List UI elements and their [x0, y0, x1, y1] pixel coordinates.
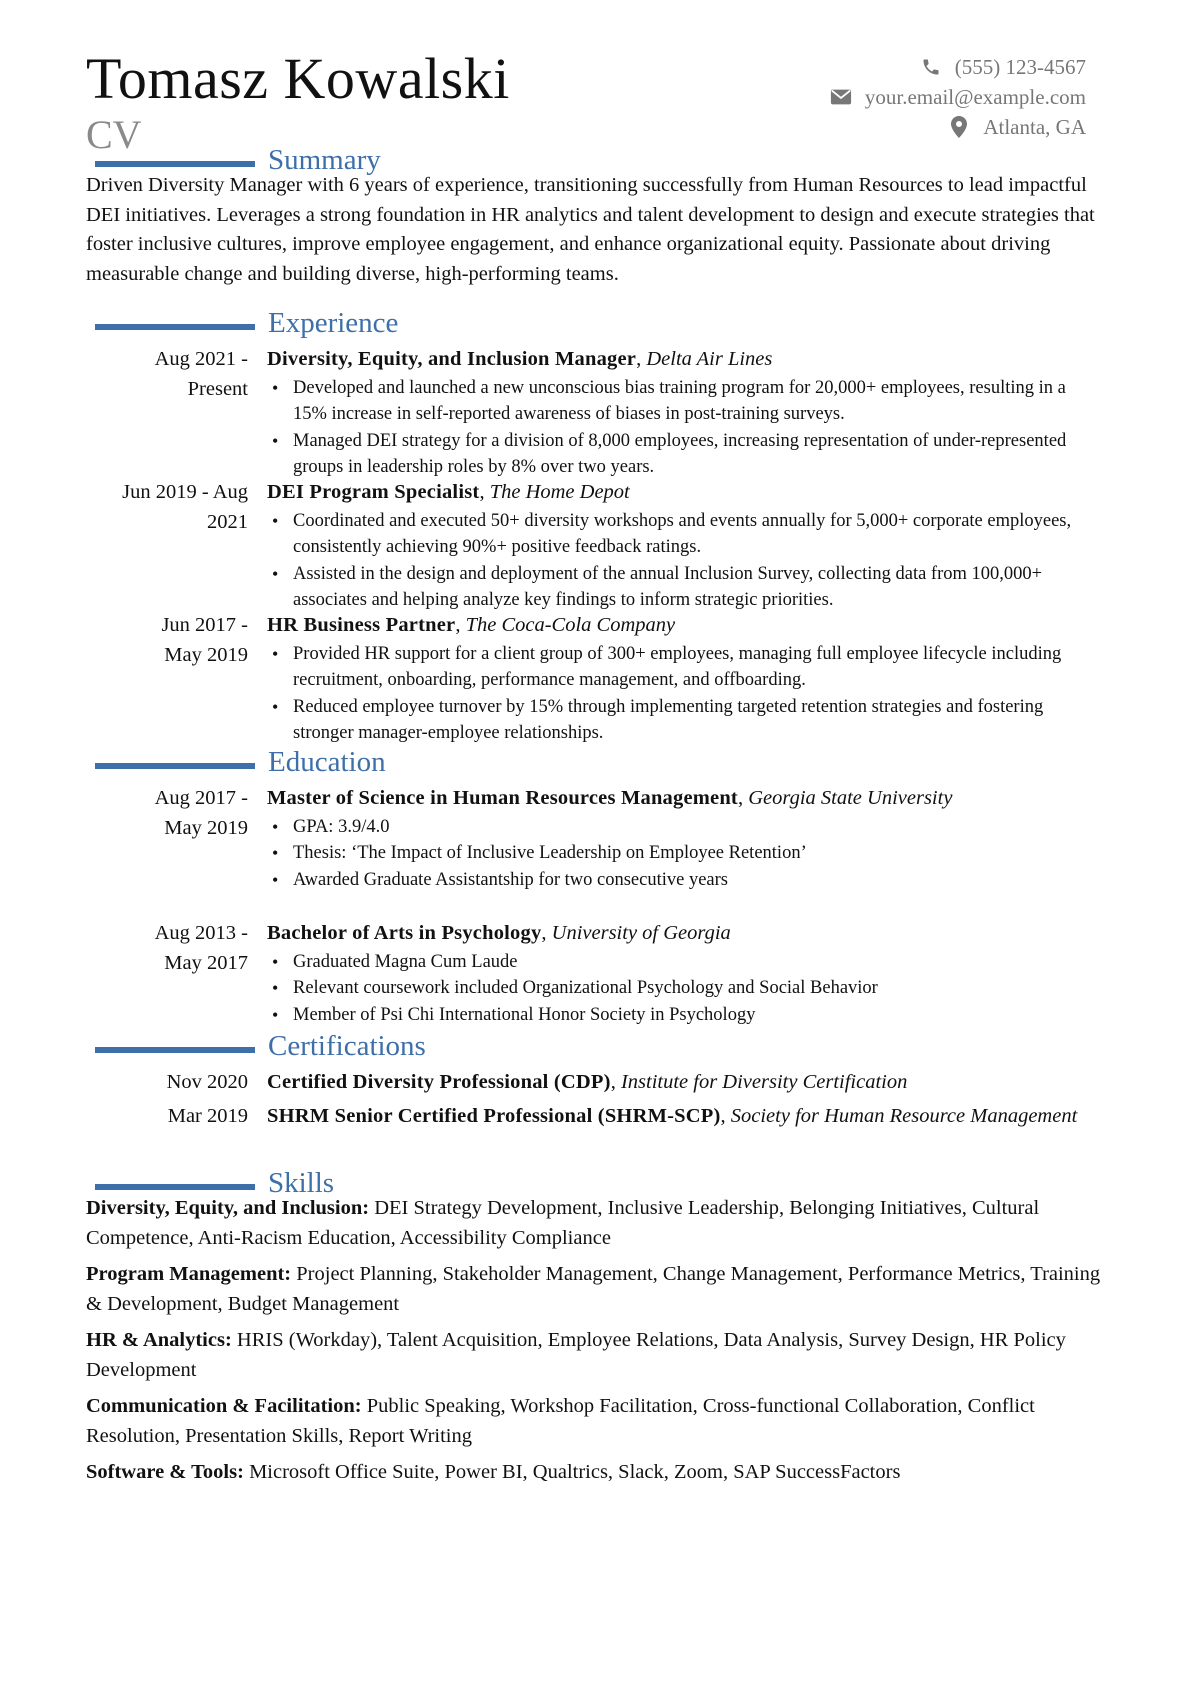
entry-bullets: [267, 949, 1102, 1029]
entry-title: Master of Science in Human Resources Management, Georgia State University: [267, 787, 953, 809]
entry-date: Aug 2013 - May 2017: [154, 922, 248, 974]
entry-date: Mar 2019: [167, 1105, 248, 1127]
entry-role: Bachelor of Arts in Psychology: [267, 922, 542, 944]
summary-text: Driven Diversity Manager with 6 years of experience, transitioning successfully from Human Resources to lead impactful DEI initiatives. Leverages a strong foundation in HR analytics and talent development to design and execute strategies that foster inclusive cultures, improve employee engagement, and enhance organizational equity. Passionate about driving measurable change and building diverse, high-performing teams.: [86, 174, 1095, 285]
list-item: • Assisted in the design and deployment of the annual Inclusion Survey, collecting data from 100,000+ associates and helping analyze key findings to inform strategic priorities.: [267, 561, 1102, 614]
list-item: • Provided HR support for a client group of 300+ employees, managing full employee lifecycle including recruitment, onboarding, performance management, and offboarding.: [267, 641, 1102, 694]
contact-location: [829, 112, 1086, 142]
entry-org: Georgia State University: [748, 787, 953, 809]
map-pin-icon: [947, 115, 971, 139]
list-item: • Developed and launched a new unconscious bias training program for 20,000+ employees, resulting in a 15% increase in self-reported awareness of biases in post-training surveys.: [267, 375, 1102, 428]
entry-role: Diversity, Equity, and Inclusion Manager: [267, 348, 637, 370]
entry-bullets: [267, 508, 1102, 614]
section-rule: [95, 1047, 255, 1053]
entry-org: Institute for Diversity Certification: [620, 1071, 908, 1093]
entry-date: Jun 2019 - Aug 2021: [122, 481, 248, 533]
list-item: • Member of Psi Chi International Honor Society in Psychology: [267, 1002, 1102, 1029]
skill-text: Project Planning, Stakeholder Management, Change Management, Performance Metrics, Training & Development, Budget Management: [86, 1263, 1101, 1315]
list-item: • Managed DEI strategy for a division of 8,000 employees, increasing representation of under-represented groups in leadership roles by 8% over two years.: [267, 428, 1102, 481]
experience-section: [0, 309, 1190, 345]
list-item: • Graduated Magna Cum Laude: [267, 949, 1102, 976]
entry-title: HR Business Partner, The Coca-Cola Company: [267, 614, 676, 636]
skill-label: HR & Analytics:: [86, 1329, 232, 1351]
entry-title: SHRM Senior Certified Professional (SHRM-SCP), Society for Human Resource Management: [267, 1105, 1078, 1127]
entry-org: The Home Depot: [489, 481, 630, 503]
list-item: • Relevant coursework included Organizational Psychology and Social Behavior: [267, 975, 1102, 1002]
entry-title: Diversity, Equity, and Inclusion Manager, Delta Air Lines: [267, 348, 773, 370]
section-rule: [95, 763, 255, 769]
entry-bullets: [267, 814, 1102, 894]
phone-icon: [919, 55, 943, 79]
entry-org: Society for Human Resource Management: [730, 1105, 1078, 1127]
entry-title: Bachelor of Arts in Psychology, University of Georgia: [267, 922, 731, 944]
section-rule: [95, 1184, 255, 1190]
entry-role: DEI Program Specialist: [267, 481, 480, 503]
skill-text: Microsoft Office Suite, Power BI, Qualtrics, Slack, Zoom, SAP SuccessFactors: [249, 1461, 901, 1483]
education-section: [0, 748, 1190, 784]
entry-role: Master of Science in Human Resources Management: [267, 787, 738, 809]
list-item: • Thesis: ‘The Impact of Inclusive Leadership on Employee Retention’: [267, 840, 1102, 867]
entry-role: Certified Diversity Professional (CDP): [267, 1071, 611, 1093]
skill-label: Software & Tools:: [86, 1461, 244, 1483]
certifications-section: [0, 1032, 1190, 1068]
entry-bullets: [267, 375, 1102, 481]
list-item: • Reduced employee turnover by 15% through implementing targeted retention strategies and fostering stronger manager-employee relationships.: [267, 694, 1102, 747]
location-text: Atlanta, GA: [983, 114, 1086, 139]
section-title-certifications: Certifications: [268, 1030, 426, 1062]
list-item: • GPA: 3.9/4.0: [267, 814, 1102, 841]
entry-title: DEI Program Specialist, The Home Depot: [267, 481, 630, 503]
envelope-icon: [829, 85, 853, 109]
contact-block: [829, 52, 1086, 142]
section-title-education: Education: [268, 746, 386, 778]
entry-date: Aug 2021 - Present: [154, 348, 248, 400]
section-rule: [95, 324, 255, 330]
skill-text: HRIS (Workday), Talent Acquisition, Employee Relations, Data Analysis, Survey Design, HR Policy Development: [86, 1329, 1066, 1381]
list-item: • Awarded Graduate Assistantship for two consecutive years: [267, 867, 1102, 894]
skill-text: Public Speaking, Workshop Facilitation, Cross-functional Collaboration, Conflict Resolution, Presentation Skills, Report Writing: [86, 1395, 1035, 1447]
section-title-skills: Skills: [268, 1167, 335, 1199]
entry-title: Certified Diversity Professional (CDP), Institute for Diversity Certification: [267, 1071, 908, 1093]
email-address[interactable]: your.email@example.com: [864, 84, 1086, 109]
contact-email: [829, 82, 1086, 112]
document-subtitle: CV: [86, 112, 142, 157]
skill-label: Program Management:: [86, 1263, 292, 1285]
skill-group: [86, 1458, 1116, 1488]
skill-text: DEI Strategy Development, Inclusive Leadership, Belonging Initiatives, Cultural Competence, Anti-Racism Education, Accessibility Compliance: [86, 1197, 1040, 1249]
person-name: Tomasz Kowalski: [86, 46, 510, 111]
contact-phone: [829, 52, 1086, 82]
skill-group: [86, 1326, 1116, 1385]
section-rule: [95, 161, 255, 167]
phone-number[interactable]: (555) 123-4567: [954, 54, 1086, 79]
section-title-summary: Summary: [268, 144, 381, 176]
entry-org: Delta Air Lines: [646, 348, 773, 370]
skill-group: [86, 1260, 1116, 1319]
entry-org: University of Georgia: [551, 922, 731, 944]
skill-group: [86, 1392, 1116, 1451]
entry-date: Jun 2017 - May 2019: [161, 614, 248, 666]
entry-date: Nov 2020: [166, 1071, 248, 1093]
entry-bullets: [267, 641, 1102, 747]
section-title-experience: Experience: [268, 307, 399, 339]
entry-role: SHRM Senior Certified Professional (SHRM-SCP): [267, 1105, 721, 1127]
entry-role: HR Business Partner: [267, 614, 456, 636]
skill-group: [86, 1194, 1116, 1253]
entry-date: Aug 2017 - May 2019: [154, 787, 248, 839]
list-item: • Coordinated and executed 50+ diversity workshops and events annually for 5,000+ corporate employees, consistently achieving 90%+ positive feedback ratings.: [267, 508, 1102, 561]
skill-label: Communication & Facilitation:: [86, 1395, 362, 1417]
entry-org: The Coca-Cola Company: [465, 614, 676, 636]
skill-label: Diversity, Equity, and Inclusion:: [86, 1197, 370, 1219]
